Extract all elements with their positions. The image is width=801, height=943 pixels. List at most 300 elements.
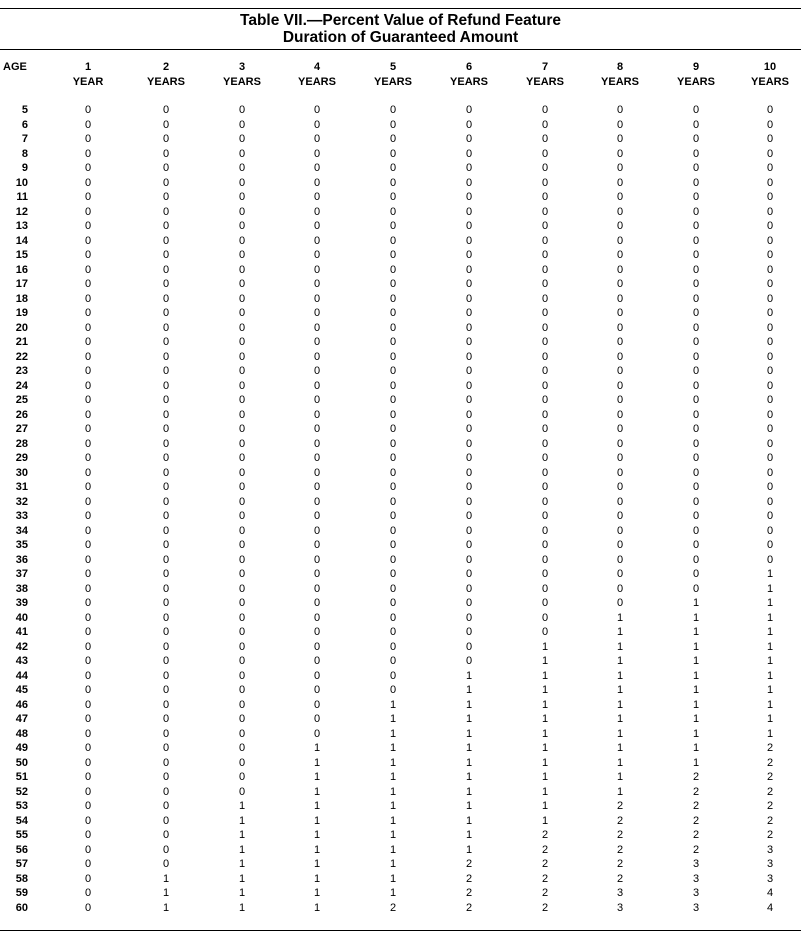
table-row xyxy=(0,538,801,553)
value-cell: 0 xyxy=(389,147,397,160)
value-cell: 0 xyxy=(313,350,321,363)
age-cell: 11 xyxy=(16,191,28,203)
table-row xyxy=(0,306,801,321)
value-cell: 0 xyxy=(692,553,700,566)
value-cell: 0 xyxy=(84,582,92,595)
age-cell: 14 xyxy=(15,234,28,247)
value-cell: 0 xyxy=(84,466,92,479)
value-cell: 0 xyxy=(616,147,624,160)
value-cell: 0 xyxy=(313,568,321,580)
value-cell: 0 xyxy=(238,292,246,305)
table-row xyxy=(0,886,801,901)
value-cell: 1 xyxy=(541,785,549,798)
age-cell: 26 xyxy=(15,408,28,421)
value-cell: 0 xyxy=(616,495,624,508)
value-cell: 0 xyxy=(766,321,774,334)
value-cell: 2 xyxy=(465,872,473,885)
table-row xyxy=(0,582,801,597)
value-cell: 0 xyxy=(465,278,473,290)
value-cell: 2 xyxy=(465,858,473,870)
value-cell: 0 xyxy=(541,321,549,334)
table-row xyxy=(0,379,801,394)
value-cell: 3 xyxy=(616,887,624,899)
value-cell: 1 xyxy=(766,698,774,711)
value-cell: 0 xyxy=(84,263,92,276)
value-cell: 0 xyxy=(389,568,397,580)
value-cell: 0 xyxy=(313,510,321,522)
value-cell: 0 xyxy=(616,350,624,363)
value-cell: 0 xyxy=(162,582,170,595)
age-cell: 54 xyxy=(15,814,28,827)
age-cell: 49 xyxy=(15,742,28,754)
value-cell: 0 xyxy=(692,510,700,522)
value-cell: 0 xyxy=(389,104,397,116)
value-cell: 1 xyxy=(313,843,321,856)
value-cell: 0 xyxy=(313,727,321,740)
value-cell: 0 xyxy=(389,597,397,609)
table-row xyxy=(0,785,801,800)
value-cell: 0 xyxy=(238,640,246,653)
value-cell: 0 xyxy=(84,640,92,653)
value-cell: 0 xyxy=(541,118,549,131)
value-cell: 1 xyxy=(313,858,321,870)
value-cell: 0 xyxy=(84,307,92,319)
value-cell: 0 xyxy=(84,858,92,870)
value-cell: 0 xyxy=(465,118,473,131)
value-cell: 2 xyxy=(465,901,473,914)
value-cell: 1 xyxy=(238,901,246,914)
value-cell: 0 xyxy=(84,756,92,769)
value-cell: 0 xyxy=(465,350,473,363)
value-cell: 0 xyxy=(389,336,397,348)
value-cell: 1 xyxy=(162,887,170,899)
table-row xyxy=(0,698,801,713)
value-cell: 0 xyxy=(541,234,549,247)
table-row xyxy=(0,799,801,814)
value-cell: 0 xyxy=(313,234,321,247)
value-cell: 1 xyxy=(389,771,397,783)
value-cell: 0 xyxy=(541,220,549,232)
value-cell: 0 xyxy=(238,524,246,537)
value-cell: 1 xyxy=(313,800,321,812)
value-cell: 0 xyxy=(313,205,321,218)
value-cell: 1 xyxy=(238,858,246,870)
column-header-unit: YEARS xyxy=(298,76,336,88)
column-header-6 xyxy=(444,60,494,92)
value-cell: 0 xyxy=(389,524,397,537)
value-cell: 1 xyxy=(541,800,549,812)
value-cell: 0 xyxy=(465,423,473,435)
column-header-unit: YEARS xyxy=(677,76,715,88)
value-cell: 1 xyxy=(389,814,397,827)
value-cell: 0 xyxy=(238,336,246,348)
value-cell: 0 xyxy=(162,510,170,522)
value-cell: 0 xyxy=(84,350,92,363)
table-title-line-2: Duration of Guaranteed Amount xyxy=(282,29,519,46)
value-cell: 0 xyxy=(84,191,92,203)
column-header-number: 8 xyxy=(616,61,624,73)
table-row xyxy=(0,596,801,611)
value-cell: 0 xyxy=(465,205,473,218)
value-cell: 0 xyxy=(313,423,321,435)
value-cell: 0 xyxy=(313,307,321,319)
value-cell: 0 xyxy=(84,394,92,406)
column-header-number: 1 xyxy=(84,61,92,73)
value-cell: 2 xyxy=(692,771,700,783)
value-cell: 1 xyxy=(465,684,473,696)
value-cell: 1 xyxy=(238,829,246,841)
age-cell: 6 xyxy=(21,118,28,131)
header-rule xyxy=(0,49,801,50)
value-cell: 0 xyxy=(313,176,321,189)
value-cell: 0 xyxy=(313,133,321,145)
value-cell: 0 xyxy=(766,176,774,189)
value-cell: 0 xyxy=(162,539,170,551)
age-cell: 18 xyxy=(15,292,28,305)
value-cell: 0 xyxy=(238,104,246,116)
value-cell: 0 xyxy=(465,234,473,247)
age-cell: 47 xyxy=(15,713,28,725)
age-cell: 60 xyxy=(15,901,28,914)
value-cell: 0 xyxy=(162,191,170,203)
table-row xyxy=(0,669,801,684)
value-cell: 0 xyxy=(162,336,170,348)
value-cell: 2 xyxy=(692,800,700,812)
value-cell: 2 xyxy=(692,785,700,798)
value-cell: 0 xyxy=(313,524,321,537)
value-cell: 0 xyxy=(465,321,473,334)
value-cell: 1 xyxy=(238,814,246,827)
value-cell: 0 xyxy=(313,365,321,377)
value-cell: 2 xyxy=(616,814,624,827)
value-cell: 0 xyxy=(238,452,246,464)
value-cell: 0 xyxy=(766,466,774,479)
value-cell: 0 xyxy=(766,249,774,261)
table-row xyxy=(0,901,801,916)
value-cell: 0 xyxy=(84,742,92,754)
value-cell: 0 xyxy=(238,408,246,421)
age-cell: 8 xyxy=(21,147,28,160)
value-cell: 0 xyxy=(692,307,700,319)
value-cell: 2 xyxy=(692,829,700,841)
value-cell: 0 xyxy=(162,698,170,711)
column-header-3 xyxy=(217,60,267,92)
value-cell: 1 xyxy=(616,713,624,725)
table-title xyxy=(0,12,801,46)
value-cell: 0 xyxy=(616,582,624,595)
value-cell: 1 xyxy=(541,640,549,653)
value-cell: 0 xyxy=(389,655,397,667)
age-cell: 12 xyxy=(15,205,28,218)
value-cell: 0 xyxy=(238,713,246,725)
value-cell: 0 xyxy=(313,191,321,203)
value-cell: 0 xyxy=(238,423,246,435)
value-cell: 0 xyxy=(162,423,170,435)
value-cell: 1 xyxy=(692,713,700,725)
value-cell: 0 xyxy=(465,437,473,450)
value-cell: 1 xyxy=(541,655,549,667)
value-cell: 0 xyxy=(313,220,321,232)
value-cell: 0 xyxy=(465,539,473,551)
value-cell: 0 xyxy=(465,408,473,421)
table-row xyxy=(0,147,801,162)
value-cell: 0 xyxy=(238,263,246,276)
value-cell: 4 xyxy=(766,901,774,914)
value-cell: 0 xyxy=(389,539,397,551)
age-cell: 39 xyxy=(15,597,28,609)
value-cell: 2 xyxy=(616,843,624,856)
value-cell: 0 xyxy=(616,553,624,566)
value-cell: 1 xyxy=(766,727,774,740)
value-cell: 0 xyxy=(313,495,321,508)
value-cell: 0 xyxy=(766,350,774,363)
value-cell: 0 xyxy=(616,394,624,406)
value-cell: 1 xyxy=(692,756,700,769)
value-cell: 0 xyxy=(162,408,170,421)
value-cell: 0 xyxy=(84,684,92,696)
value-cell: 0 xyxy=(692,423,700,435)
value-cell: 4 xyxy=(766,887,774,899)
value-cell: 0 xyxy=(465,307,473,319)
value-cell: 0 xyxy=(616,408,624,421)
age-cell: 29 xyxy=(15,452,28,464)
value-cell: 0 xyxy=(541,336,549,348)
value-cell: 0 xyxy=(465,597,473,609)
value-cell: 1 xyxy=(766,626,774,638)
value-cell: 0 xyxy=(84,162,92,174)
value-cell: 0 xyxy=(313,249,321,261)
age-cell: 38 xyxy=(15,582,28,595)
value-cell: 0 xyxy=(389,495,397,508)
value-cell: 0 xyxy=(616,481,624,493)
value-cell: 0 xyxy=(238,510,246,522)
age-cell: 46 xyxy=(15,698,28,711)
value-cell: 0 xyxy=(84,568,92,580)
value-cell: 2 xyxy=(465,887,473,899)
value-cell: 0 xyxy=(465,553,473,566)
value-cell: 1 xyxy=(766,568,774,580)
value-cell: 1 xyxy=(541,684,549,696)
column-header-unit: YEARS xyxy=(147,76,185,88)
value-cell: 0 xyxy=(162,843,170,856)
value-cell: 1 xyxy=(692,611,700,624)
value-cell: 0 xyxy=(238,611,246,624)
age-cell: 20 xyxy=(15,321,28,334)
value-cell: 0 xyxy=(84,771,92,783)
value-cell: 0 xyxy=(616,379,624,392)
age-cell: 57 xyxy=(15,858,28,870)
table-row xyxy=(0,263,801,278)
value-cell: 1 xyxy=(616,742,624,754)
value-cell: 0 xyxy=(692,481,700,493)
value-cell: 0 xyxy=(313,437,321,450)
value-cell: 1 xyxy=(465,713,473,725)
value-cell: 0 xyxy=(465,524,473,537)
table-row xyxy=(0,712,801,727)
value-cell: 0 xyxy=(766,510,774,522)
value-cell: 0 xyxy=(692,321,700,334)
value-cell: 0 xyxy=(616,234,624,247)
age-cell: 15 xyxy=(15,249,28,261)
value-cell: 1 xyxy=(389,858,397,870)
value-cell: 0 xyxy=(616,176,624,189)
value-cell: 0 xyxy=(465,568,473,580)
value-cell: 0 xyxy=(692,104,700,116)
table-row xyxy=(0,335,801,350)
value-cell: 0 xyxy=(238,234,246,247)
table-row xyxy=(0,219,801,234)
column-header-10 xyxy=(745,60,795,92)
value-cell: 0 xyxy=(465,394,473,406)
age-cell: 28 xyxy=(15,437,28,450)
value-cell: 0 xyxy=(84,408,92,421)
age-cell: 45 xyxy=(15,684,28,696)
value-cell: 0 xyxy=(389,249,397,261)
value-cell: 0 xyxy=(541,307,549,319)
value-cell: 0 xyxy=(541,176,549,189)
value-cell: 0 xyxy=(692,452,700,464)
value-cell: 0 xyxy=(313,104,321,116)
age-cell: 16 xyxy=(15,263,28,276)
value-cell: 0 xyxy=(313,481,321,493)
value-cell: 0 xyxy=(162,626,170,638)
value-cell: 1 xyxy=(465,742,473,754)
value-cell: 0 xyxy=(616,249,624,261)
value-cell: 0 xyxy=(766,423,774,435)
value-cell: 0 xyxy=(238,553,246,566)
value-cell: 0 xyxy=(84,655,92,667)
value-cell: 0 xyxy=(84,423,92,435)
value-cell: 1 xyxy=(313,756,321,769)
age-cell: 5 xyxy=(21,104,28,116)
value-cell: 0 xyxy=(84,669,92,682)
value-cell: 1 xyxy=(692,655,700,667)
value-cell: 0 xyxy=(162,292,170,305)
table-row xyxy=(0,205,801,220)
value-cell: 0 xyxy=(766,365,774,377)
column-header-unit: YEARS xyxy=(223,76,261,88)
column-header-9 xyxy=(671,60,721,92)
value-cell: 0 xyxy=(162,249,170,261)
value-cell: 0 xyxy=(389,553,397,566)
column-header-unit: YEAR xyxy=(72,76,104,88)
value-cell: 0 xyxy=(313,278,321,290)
value-cell: 1 xyxy=(541,814,549,827)
value-cell: 0 xyxy=(389,350,397,363)
value-cell: 0 xyxy=(238,655,246,667)
value-cell: 0 xyxy=(238,220,246,232)
value-cell: 0 xyxy=(465,640,473,653)
value-cell: 1 xyxy=(766,684,774,696)
value-cell: 0 xyxy=(84,147,92,160)
value-cell: 0 xyxy=(465,365,473,377)
value-cell: 0 xyxy=(692,437,700,450)
value-cell: 2 xyxy=(389,901,397,914)
value-cell: 0 xyxy=(238,756,246,769)
value-cell: 1 xyxy=(766,611,774,624)
column-header-unit: YEARS xyxy=(526,76,564,88)
value-cell: 0 xyxy=(541,466,549,479)
value-cell: 1 xyxy=(616,626,624,638)
value-cell: 0 xyxy=(84,785,92,798)
value-cell: 0 xyxy=(692,582,700,595)
value-cell: 0 xyxy=(162,568,170,580)
value-cell: 1 xyxy=(238,800,246,812)
value-cell: 0 xyxy=(389,176,397,189)
value-cell: 1 xyxy=(313,887,321,899)
age-cell: 22 xyxy=(15,350,28,363)
value-cell: 0 xyxy=(616,524,624,537)
table-row xyxy=(0,480,801,495)
column-header-5 xyxy=(368,60,418,92)
value-cell: 0 xyxy=(238,205,246,218)
value-cell: 0 xyxy=(238,379,246,392)
value-cell: 0 xyxy=(389,220,397,232)
value-cell: 0 xyxy=(238,437,246,450)
table-row xyxy=(0,248,801,263)
table-row xyxy=(0,741,801,756)
value-cell: 0 xyxy=(238,539,246,551)
value-cell: 0 xyxy=(692,336,700,348)
value-cell: 2 xyxy=(766,771,774,783)
value-cell: 0 xyxy=(238,626,246,638)
value-cell: 0 xyxy=(465,626,473,638)
value-cell: 0 xyxy=(84,887,92,899)
value-cell: 0 xyxy=(616,191,624,203)
value-cell: 0 xyxy=(313,582,321,595)
value-cell: 1 xyxy=(389,785,397,798)
value-cell: 0 xyxy=(162,481,170,493)
table-row xyxy=(0,567,801,582)
column-header-unit: YEARS xyxy=(374,76,412,88)
value-cell: 2 xyxy=(766,785,774,798)
value-cell: 0 xyxy=(541,263,549,276)
value-cell: 0 xyxy=(692,263,700,276)
value-cell: 1 xyxy=(541,698,549,711)
value-cell: 0 xyxy=(541,611,549,624)
value-cell: 0 xyxy=(692,118,700,131)
value-cell: 0 xyxy=(541,597,549,609)
value-cell: 0 xyxy=(616,336,624,348)
column-header-number: 3 xyxy=(238,61,246,73)
value-cell: 0 xyxy=(692,191,700,203)
table-title-line-1: Table VII.—Percent Value of Refund Feature xyxy=(240,12,561,29)
value-cell: 0 xyxy=(313,626,321,638)
table-row xyxy=(0,132,801,147)
age-cell: 58 xyxy=(15,872,28,885)
age-cell: 56 xyxy=(15,843,28,856)
value-cell: 0 xyxy=(162,742,170,754)
value-cell: 0 xyxy=(84,220,92,232)
value-cell: 0 xyxy=(162,307,170,319)
column-header-number: 2 xyxy=(162,61,170,73)
value-cell: 0 xyxy=(162,220,170,232)
value-cell: 0 xyxy=(389,582,397,595)
value-cell: 0 xyxy=(766,553,774,566)
value-cell: 0 xyxy=(162,147,170,160)
value-cell: 0 xyxy=(766,524,774,537)
value-cell: 0 xyxy=(692,249,700,261)
value-cell: 0 xyxy=(313,147,321,160)
value-cell: 0 xyxy=(313,539,321,551)
table-row xyxy=(0,176,801,191)
value-cell: 0 xyxy=(766,118,774,131)
value-cell: 0 xyxy=(616,162,624,174)
value-cell: 1 xyxy=(541,727,549,740)
value-cell: 2 xyxy=(766,756,774,769)
value-cell: 1 xyxy=(238,887,246,899)
column-header-2 xyxy=(141,60,191,92)
